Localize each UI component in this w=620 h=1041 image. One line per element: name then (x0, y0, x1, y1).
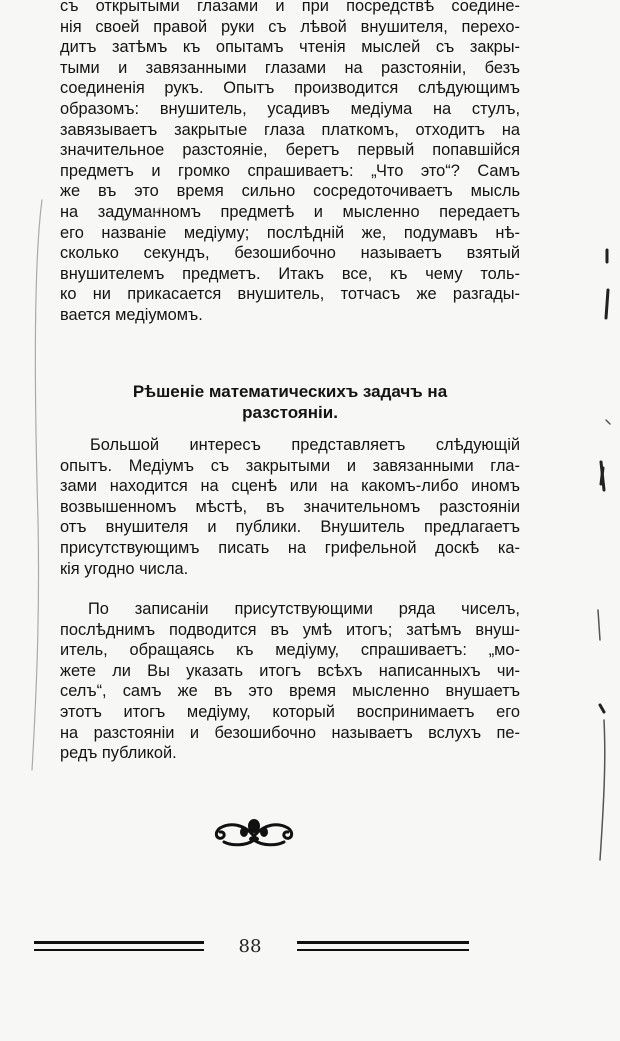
text-line: нія своей правой руки съ лѣвой внушителя, перехо- (60, 17, 520, 36)
text-line: этотъ итогъ медіуму, который воспринимаетъ его (60, 702, 520, 721)
text-line: послѣднимъ подводится въ умѣ итогъ; затѣмъ внуш- (60, 620, 520, 639)
text-line: на задуманномъ предметѣ и мысленно передаетъ (60, 202, 520, 221)
text-line: отъ внушителя и публики. Внушитель предлагаетъ (60, 518, 520, 537)
text-line: присутствующимъ писать на грифельной доскѣ ка- (60, 538, 520, 557)
text-line: завязываетъ закрытые глаза платкомъ, отходитъ на (60, 120, 520, 139)
heading-line: Рѣшеніе математическихъ задачъ на (132, 382, 448, 401)
text-line: внушителемъ предметъ. Итакъ все, къ чему толь- (60, 264, 520, 283)
text-line: Большой интересъ представляетъ слѣдующій (90, 436, 520, 454)
text-line: возвышенномъ мѣстѣ, въ значительномъ разстояніи (60, 497, 520, 516)
text-line: его названіе медіуму; послѣдній же, подумавъ нѣ- (60, 223, 520, 242)
text-line: на разстояніи и безошибочно называетъ вслухъ пе- (60, 723, 520, 742)
heading-line: разстояніи. (242, 403, 338, 422)
text-line: ко ни прикасается внушитель, тотчасъ же разгады- (60, 285, 520, 304)
page-number: 88 (238, 936, 262, 957)
text-line: образомъ: внушитель, усадивъ медіума на стулъ, (60, 99, 520, 118)
text-line: вается медіумомъ. (60, 305, 203, 324)
text-line: тыми и завязанными глазами на разстояніи, безъ (60, 58, 520, 77)
text-line: же въ это время сильно сосредоточиваетъ мысль (60, 182, 520, 201)
text-line: кія угодно числа. (60, 559, 189, 578)
text-line: съ открытыми глазами и при посредствѣ соедине- (60, 0, 520, 15)
text-line: дитъ затѣмъ къ опытамъ чтенія мыслей съ закры- (60, 38, 520, 57)
text-line: По записаніи присутствующими ряда чиселъ, (88, 600, 520, 618)
text-line: жете ли Вы указать итогъ всѣхъ написанныхъ чи- (60, 661, 520, 680)
text-line: редъ публикой. (60, 744, 177, 763)
text-line: предметъ и громко спрашиваетъ: „Что это“? Самъ (60, 161, 520, 180)
text-line: значительное разстояніе, беретъ первый попавшійся (60, 141, 520, 160)
text-line: зами находится на сценѣ или на какомъ-либо иномъ (60, 477, 520, 496)
text-line: селъ“, самъ же въ это время мысленно внушаетъ (60, 682, 520, 701)
text-line: опытъ. Медіумъ съ закрытыми и завязанными гла- (60, 456, 520, 475)
text-line: сколько секундъ, безошибочно называетъ взятый (60, 244, 520, 263)
text-line: итель, обращаясь къ медіуму, спрашиваетъ: „мо- (60, 641, 520, 660)
text-line: соединенія рукъ. Опытъ производится слѣдующимъ (60, 79, 520, 98)
